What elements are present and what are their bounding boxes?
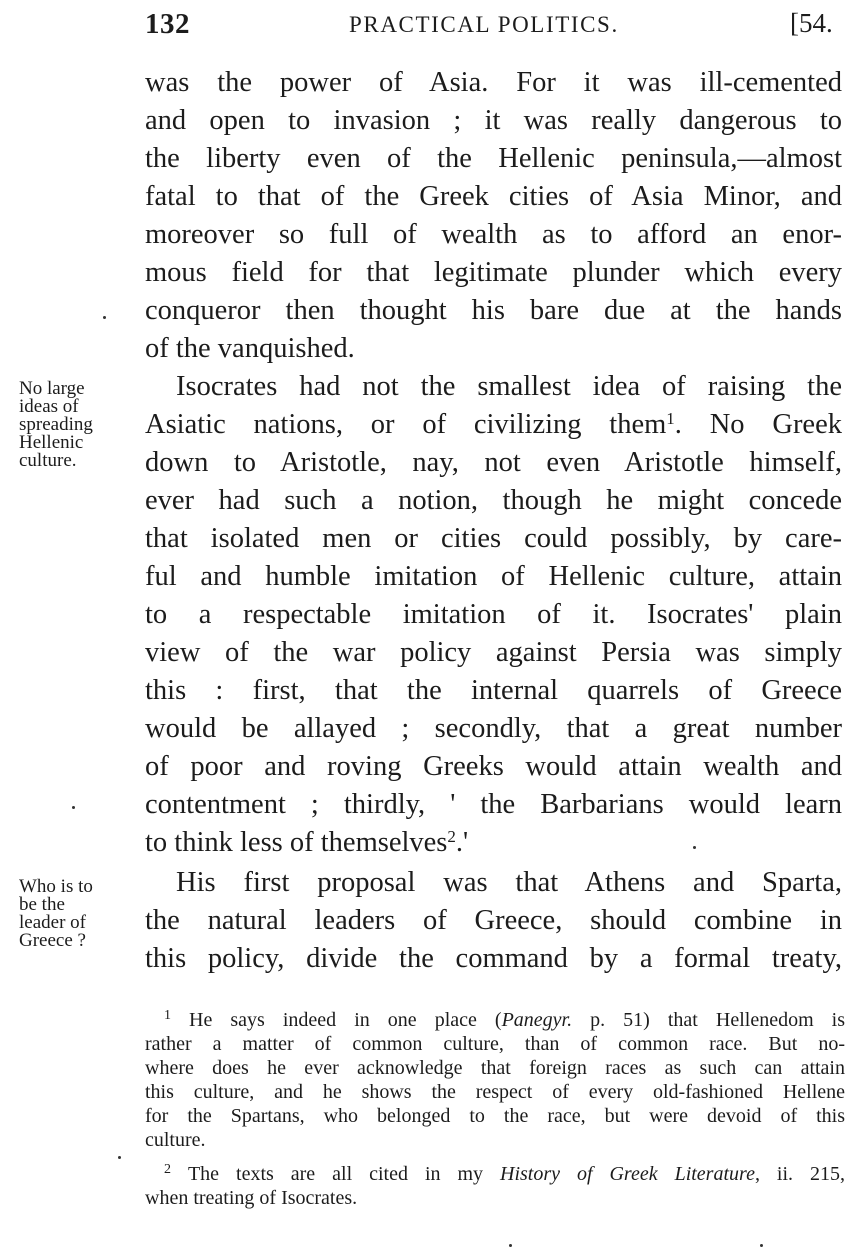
margin-note-line: leader of — [19, 912, 86, 933]
margin-note-line: culture. — [19, 450, 77, 471]
body-line: His first proposal was that Athens and Sparta, — [176, 867, 842, 898]
print-speck — [760, 1244, 763, 1247]
print-speck — [72, 806, 75, 809]
section-mark: [54. — [790, 8, 833, 38]
footnote-1-line: culture. — [145, 1129, 206, 1151]
footnote-text: p. 51) that Hellenedom is — [572, 1009, 846, 1031]
body-line: conqueror then thought his bare due at the hands — [145, 295, 842, 326]
margin-note-line: spreading — [19, 414, 93, 435]
running-title: PRACTICAL POLITICS. — [349, 12, 619, 37]
body-line: was the power of Asia. For it was ill-cemented — [145, 67, 842, 98]
footnote-1-line: where does he ever acknowledge that foreign races as such can attain — [145, 1057, 845, 1079]
body-line: of poor and roving Greeks would attain wealth and — [145, 751, 842, 782]
body-line: ever had such a notion, though he might concede — [145, 485, 842, 516]
body-line: this : first, that the internal quarrels of Greece — [145, 675, 842, 706]
body-line: of the vanquished. — [145, 333, 355, 364]
body-line: the natural leaders of Greece, should combine in — [145, 905, 842, 936]
footnote-ref: 2 — [447, 827, 456, 846]
margin-note-line: be the — [19, 894, 65, 915]
footnote-citation: History of Greek Literature — [500, 1163, 755, 1185]
print-speck — [118, 1156, 121, 1159]
margin-note-line: No large — [19, 378, 85, 399]
footnote-1-line: rather a matter of common culture, than of common race. But no- — [145, 1033, 845, 1055]
body-line: ful and humble imitation of Hellenic culture, attain — [145, 561, 842, 592]
page-number: 132 — [145, 8, 190, 40]
footnote-mark: 1 — [164, 1008, 171, 1023]
footnote-text: The texts are all cited in my — [187, 1163, 500, 1185]
print-speck — [103, 316, 106, 319]
footnote-text: , ii. 215, — [754, 1163, 845, 1185]
footnote-2-line — [164, 1162, 845, 1186]
body-line: would be allayed ; secondly, that a great number — [145, 713, 842, 744]
body-line: down to Aristotle, nay, not even Aristotle himself, — [145, 447, 842, 478]
print-speck — [693, 846, 696, 849]
margin-note-line: Greece ? — [19, 930, 86, 951]
footnote-2-line: when treating of Isocrates. — [145, 1187, 358, 1209]
body-text: to think less of themselves — [145, 827, 448, 858]
body-line: and open to invasion ; it was really dangerous to — [145, 105, 842, 136]
body-text: Asiatic nations, or of civilizing them — [145, 409, 667, 440]
footnote-1-line: for the Spartans, who belonged to the race, but were devoid of this — [145, 1105, 845, 1127]
body-line: Isocrates had not the smallest idea of raising the — [176, 371, 842, 402]
margin-note-line: Hellenic — [19, 432, 84, 453]
margin-note-hellenic-culture — [19, 380, 93, 470]
body-line: mous field for that legitimate plunder which every — [145, 257, 842, 288]
body-line: contentment ; thirdly, ' the Barbarians would learn — [145, 789, 842, 820]
body-line: fatal to that of the Greek cities of Asia Minor, and — [145, 181, 842, 212]
margin-note-line: Who is to — [19, 876, 93, 897]
margin-note-line: ideas of — [19, 396, 79, 417]
footnote-text: He says indeed in one place ( — [189, 1009, 502, 1031]
body-line: view of the war policy against Persia was simply — [145, 637, 842, 668]
margin-note-leader-of-greece — [19, 878, 93, 950]
body-line: that isolated men or cities could possibly, by care- — [145, 523, 842, 554]
footnote-ref: 1 — [666, 409, 675, 428]
footnote-1-line — [164, 1008, 845, 1032]
print-speck — [509, 1244, 512, 1247]
footnote-1-line: this culture, and he shows the respect of every old-fashioned Hellene — [145, 1081, 845, 1103]
body-line — [145, 824, 842, 862]
body-line: moreover so full of wealth as to afford an enor- — [145, 219, 842, 250]
footnote-mark: 2 — [164, 1162, 171, 1177]
footnote-citation: Panegyr. — [501, 1009, 573, 1031]
body-text: .' — [455, 827, 469, 858]
body-line: the liberty even of the Hellenic peninsula,—almost — [145, 143, 842, 174]
body-line: to a respectable imitation of it. Isocrates' plain — [145, 599, 842, 630]
body-line — [145, 406, 842, 444]
body-line: this policy, divide the command by a formal treaty, — [145, 943, 842, 974]
body-text: . No Greek — [674, 409, 842, 440]
